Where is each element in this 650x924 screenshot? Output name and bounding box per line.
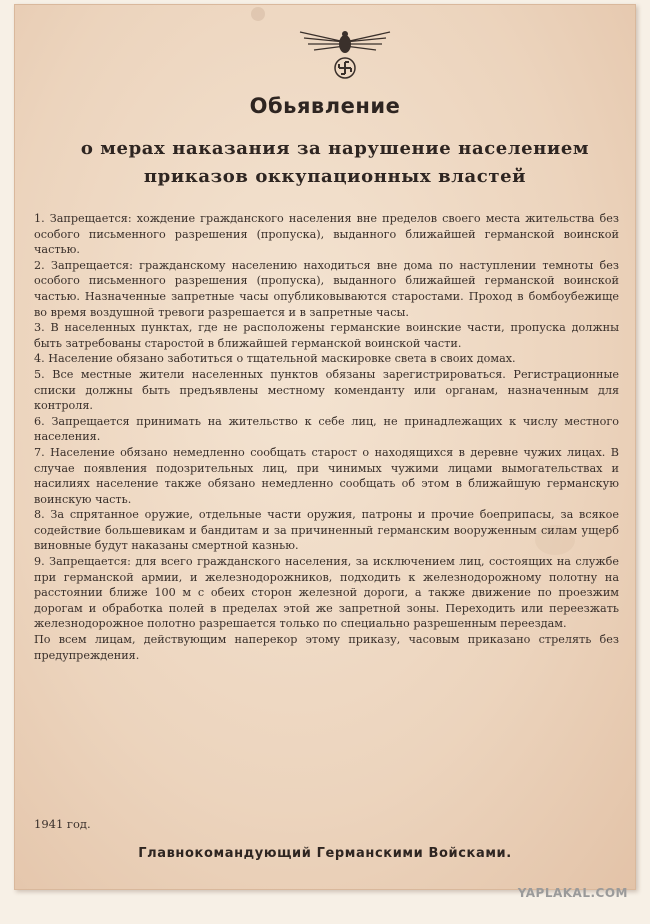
paragraph-1: 1. Запрещается: хождение гражданского населения вне пределов своего места жительства без особого письменного разрешения (пропуска), выданного ближайшей германской воинской частью. — [34, 212, 619, 257]
eagle-emblem-icon — [290, 24, 400, 84]
document-year: 1941 год. — [34, 817, 91, 831]
document-signature: Главнокомандующий Германскими Войсками. — [138, 846, 512, 861]
document-subtitle-line1: о мерах наказания за нарушение населением — [80, 138, 590, 159]
document-body — [34, 211, 619, 663]
paragraph-4: 4. Население обязано заботиться о тщательной маскировке света в своих домах. — [34, 352, 516, 366]
paragraph-closing: По всем лицам, действующим наперекор этому приказу, часовым приказано стрелять без предупреждения. — [34, 633, 619, 662]
document-subtitle-line2: приказов оккупационных властей — [143, 166, 527, 187]
document-title: Обьявление — [249, 94, 401, 118]
paragraph-7: 7. Население обязано немедленно сообщать старост о находящихся в деревне чужих лицах. В случае появления подозрительных лиц, при чинимых чужими лицами вымогательствах и насилиях население также обязано немедленно сообщать об этом в ближайшую германскую воинскую часть. — [34, 445, 619, 506]
paragraph-6: 6. Запрещается принимать на жительство к себе лиц, не принадлежащих к числу местного населения. — [34, 414, 619, 444]
site-watermark: YAPLAKAL.COM — [517, 886, 628, 900]
paragraph-8: 8. За спрятанное оружие, отдельные части оружия, патроны и прочие боеприпасы, за всякое содействие большевикам и бандитам и за причиненный германским вооруженным силам ущерб виновные будут наказаны смертной казнью. — [34, 508, 619, 553]
paragraph-3: 3. В населенных пунктах, где не расположены германские воинские части, пропуска должны быть затребованы старостой в ближайшей германской воинской части. — [34, 321, 619, 350]
paragraph-2: 2. Запрещается: гражданскому населению находиться вне дома по наступлении темноты без особого письменного разрешения (пропуска), выданного ближайшей германской воинской частью. Назначенные запретные часы опубликовываются старостами. Проход в бомбоубежище во время воздушной тревоги разрешается и в запретные часы. — [34, 258, 619, 319]
paragraph-5: 5. Все местные жители населенных пунктов обязаны зарегистрироваться. Регистрационные списки должны быть предъявлены местному коменданту или органам, назначенным для контроля. — [34, 367, 619, 413]
paragraph-9: 9. Запрещается: для всего гражданского населения, за исключением лиц, состоящих на службе при германской армии, и железнодорожников, подходить к железнодорожному полотну на расстоянии ближе 100 м с обеих сторон железной дороги, а также движение по проезжим дорогам и обработка полей в пределах этой же запретной зоны. Переходить или переезжать железнодорожное полотно разрешается только по специально разрешенным переездам. — [34, 555, 619, 631]
